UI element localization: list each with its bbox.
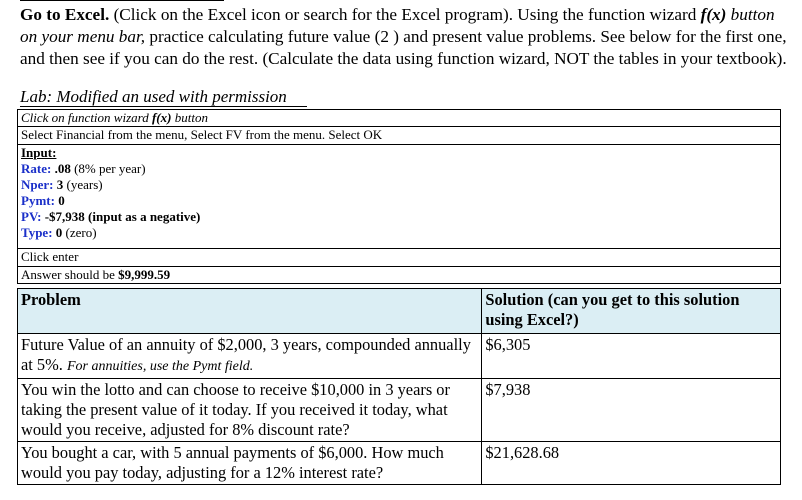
solution-cell: $7,938: [482, 379, 781, 442]
input-type: [21, 225, 780, 241]
input-nper-label: Nper:: [21, 177, 54, 192]
step-click-prefix: Click on function wizard: [21, 110, 152, 125]
input-rate-note: (8% per year): [70, 161, 146, 176]
lab-note: Lab: Modified an used with permission: [20, 87, 287, 106]
intro-text-a: (Click on the Excel icon or search for the Excel program). Using the function wizard: [109, 5, 701, 24]
input-pv-label: PV:: [21, 209, 42, 224]
steps-box: [17, 109, 781, 284]
lab-underline: [20, 106, 307, 107]
problems-table: [17, 288, 781, 485]
table-row: [18, 334, 781, 379]
input-pymt: [21, 193, 780, 209]
problem-cell: [18, 334, 482, 379]
step-click-enter: [18, 248, 780, 264]
problem-cell: You win the lotto and can choose to receive $10,000 in 3 years or taking the present value of it today. If you received it today, what would you receive, adjusted for 8% discount rate?: [18, 379, 482, 442]
step-click-enter-text: Click enter: [21, 249, 79, 264]
solution-cell: $21,628.68: [482, 442, 781, 485]
input-heading: Input:: [21, 145, 57, 160]
step-click-suffix: button: [171, 110, 208, 125]
intro-text-b: practice calculating future value (2 ) and present value problems. See below for the first one, and then see if you can do the rest. (Calculate the data using function wizard, NOT the tables in your textbook).: [20, 27, 787, 68]
input-nper: [21, 177, 780, 193]
input-rate-value: .08: [51, 161, 71, 176]
input-nper-note: (years): [63, 177, 103, 192]
input-block: [18, 144, 780, 241]
answer-value: $9,999.59: [118, 267, 171, 282]
step-select: [18, 126, 780, 142]
step-select-text: Select Financial from the menu, Select FV from the menu. Select OK: [21, 127, 383, 142]
input-pv-value: -$7,938 (input as a negative): [41, 209, 201, 224]
input-pymt-value: 0: [54, 193, 65, 208]
solution-cell: $6,305: [482, 334, 781, 379]
table-header-row: [18, 289, 781, 334]
problem-cell: You bought a car, with 5 annual payments of $6,000. How much would you pay today, adjusting for a 12% interest rate?: [18, 442, 482, 485]
top-rule: [20, 0, 224, 1]
step-answer: [18, 266, 780, 282]
table-row: [18, 442, 781, 485]
intro-paragraph: [20, 4, 790, 70]
input-rate-label: Rate:: [21, 161, 52, 176]
answer-prefix: Answer should be: [21, 267, 119, 282]
problem-text: Future Value of an annuity of $2,000, 3 years, compounded annually at 5%.: [21, 335, 471, 374]
fx-label: f(x): [700, 5, 727, 24]
header-solution: Solution (can you get to this solution using Excel?): [482, 289, 781, 334]
problem-note: For annuities, use the Pymt field.: [66, 359, 254, 374]
step-click-fx: f(x): [151, 110, 172, 125]
input-nper-value: 3: [53, 177, 64, 192]
input-rate: [21, 161, 780, 177]
intro-button-phrase: button on your menu bar,: [20, 5, 775, 46]
input-pv: [21, 209, 780, 225]
input-pymt-label: Pymt:: [21, 193, 55, 208]
intro-lead: Go to Excel.: [20, 5, 110, 24]
input-type-note: (zero): [62, 225, 97, 240]
input-type-value: 0: [52, 225, 63, 240]
step-click-wizard: [18, 110, 780, 125]
header-problem: Problem: [18, 289, 482, 334]
input-type-label: Type:: [21, 225, 53, 240]
table-row: [18, 379, 781, 442]
